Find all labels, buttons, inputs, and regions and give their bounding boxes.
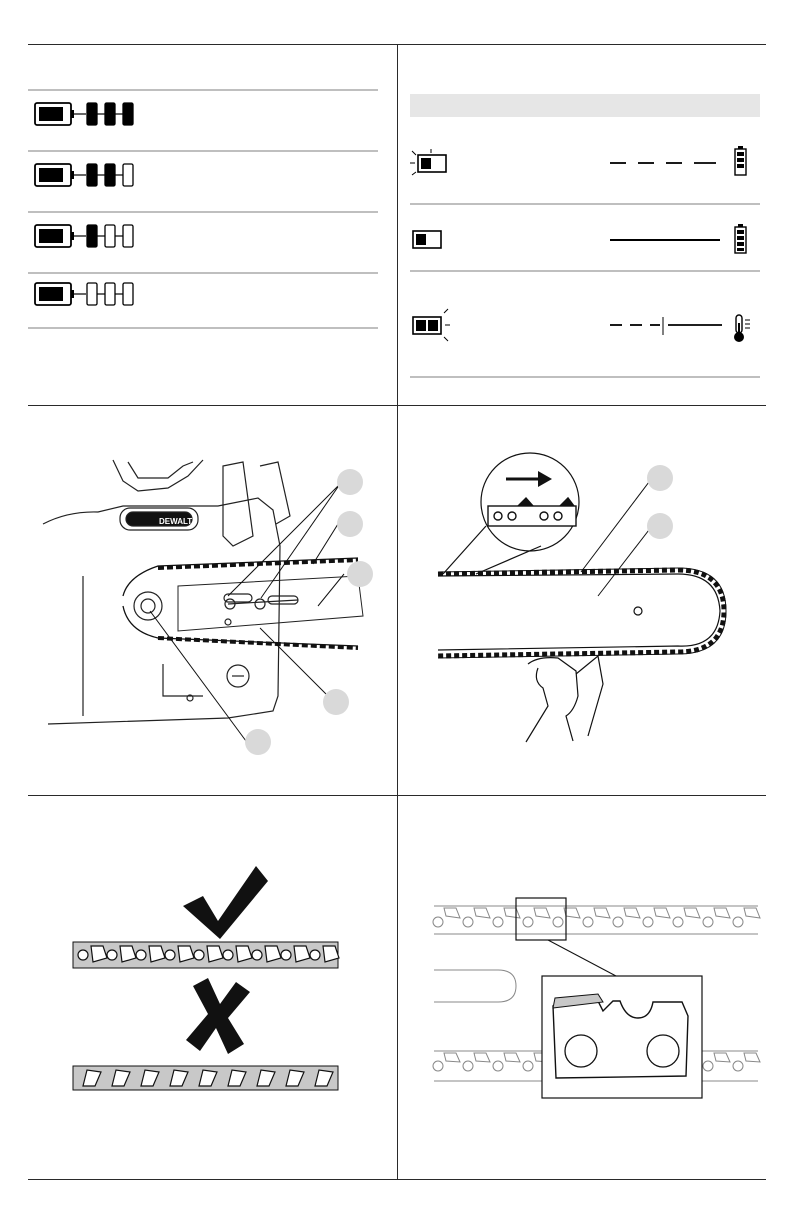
chain-cutter (474, 1053, 490, 1062)
hot-cold-pack-icon (413, 309, 450, 341)
chain-rivet (673, 917, 683, 927)
chain-cutter (444, 908, 460, 918)
chassis-logo: DEWALT (159, 517, 193, 526)
chain-cutter (684, 908, 700, 918)
chain-rivet (194, 950, 204, 960)
chain-rivet (165, 950, 175, 960)
led-off (123, 225, 133, 247)
chain-rivet (523, 917, 533, 927)
enlarged-cutter (542, 976, 702, 1098)
led-off (123, 164, 133, 186)
chain-rivet (553, 917, 563, 927)
table-header-band (410, 94, 760, 117)
led-on (87, 225, 97, 247)
chain-rivet (223, 950, 233, 960)
chain-rivet (493, 1061, 503, 1071)
chain-orientation-figure (28, 796, 397, 1179)
chain-rivet (733, 917, 743, 927)
led-on (123, 103, 133, 125)
chain-rivet (252, 950, 262, 960)
chain-cutter (744, 908, 760, 918)
callout-b (647, 513, 673, 539)
callout-1 (337, 469, 363, 495)
chain-rivet (613, 917, 623, 927)
chain-rivet (703, 917, 713, 927)
thermometer-icon (734, 315, 750, 342)
chain-rivet (310, 950, 320, 960)
led-on (87, 164, 97, 186)
chain-rivet (583, 917, 593, 927)
chain-cutter (594, 908, 610, 918)
callout-4 (323, 689, 349, 715)
fuel-gauge-row (35, 225, 133, 247)
led-on (105, 103, 115, 125)
chain-cutter (504, 908, 520, 918)
chain-orientation-panel (28, 796, 397, 1179)
flashing-pack-icon (410, 149, 446, 175)
chain-rivet (463, 917, 473, 927)
led-off (105, 225, 115, 247)
x-mark-icon (186, 978, 250, 1054)
check-mark-icon (183, 866, 268, 939)
chain-rivet (281, 950, 291, 960)
chain-cutter (444, 1053, 460, 1062)
bar-chain-assembly-panel (28, 406, 397, 795)
battery-full-icon (735, 224, 746, 253)
chain-cutter (624, 908, 640, 918)
chain-cutter (714, 908, 730, 918)
chain-cutter (504, 1053, 520, 1062)
fuel-gauge-row (35, 164, 133, 186)
fuel-gauge-row (35, 283, 133, 305)
bar-chain-direction-figure (398, 406, 766, 795)
chain-rivet (463, 1061, 473, 1071)
chain-cutter (744, 1053, 760, 1062)
chain-rivet (136, 950, 146, 960)
chain-rivet (493, 917, 503, 927)
led-on (87, 103, 97, 125)
chain-rivet (643, 917, 653, 927)
chain-cutter (534, 908, 550, 918)
callout-5 (245, 729, 271, 755)
chain-rivet (107, 950, 117, 960)
battery-fuel-gauge-panel (28, 45, 397, 405)
callout-3 (347, 561, 373, 587)
battery-charging-icon (735, 146, 746, 175)
charger-indicator-panel (398, 45, 766, 405)
solid-pack-icon (413, 231, 441, 248)
chain-rivet (78, 950, 88, 960)
correct-chain (73, 942, 339, 968)
callout-2 (337, 511, 363, 537)
chain-cutter (714, 1053, 730, 1062)
chain-rivet (433, 917, 443, 927)
chain-direction-panel (398, 406, 766, 795)
led-off (123, 283, 133, 305)
fuel-gauge-figure (28, 45, 397, 405)
chain-cutter (654, 908, 670, 918)
led-on (105, 164, 115, 186)
chain-rivet (523, 1061, 533, 1071)
chain-cutter (474, 908, 490, 918)
callout-a (647, 465, 673, 491)
chain-rivet (703, 1061, 713, 1071)
fuel-gauge-row (35, 103, 133, 125)
saw-assembly-figure (28, 406, 397, 795)
charger-indicator-figure (398, 45, 766, 405)
bar-chain (438, 568, 726, 658)
chain-rivet (433, 1061, 443, 1071)
incorrect-chain (73, 1066, 338, 1090)
led-off (87, 283, 97, 305)
cutter-detail-figure (398, 796, 766, 1179)
chain-rivet (733, 1061, 743, 1071)
led-off (105, 283, 115, 305)
cutter-detail-panel (398, 796, 766, 1179)
delay-line-pattern (610, 317, 722, 335)
